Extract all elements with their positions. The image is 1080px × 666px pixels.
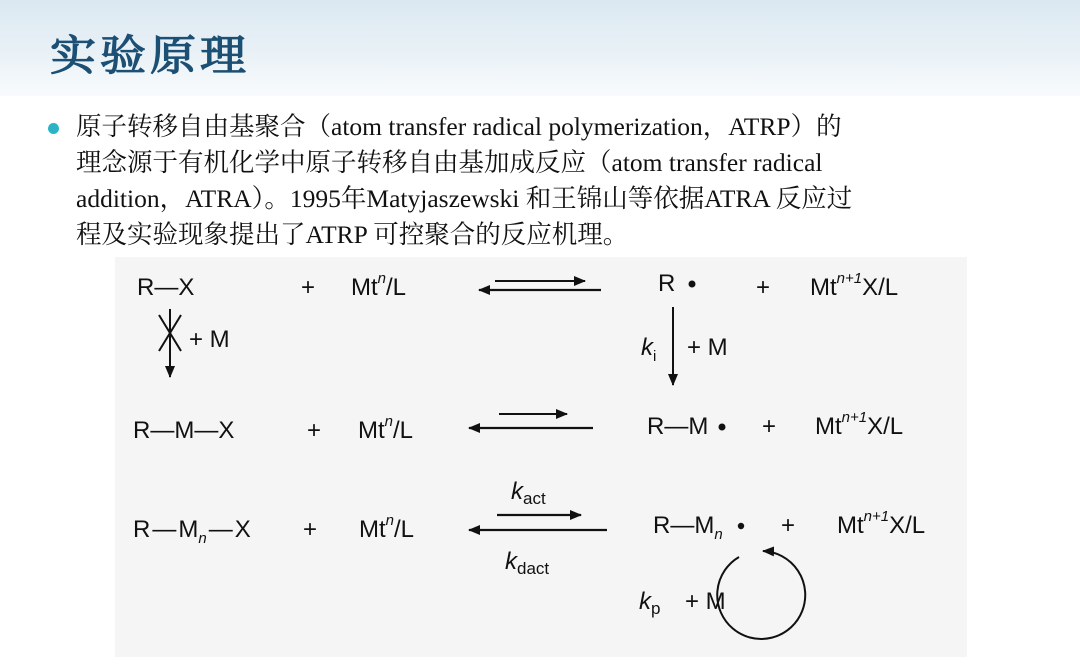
row3-plus-2: + (781, 512, 796, 539)
row2-catalyst: Mt$^n$/L (358, 413, 414, 444)
row2-radical-dot (719, 424, 726, 431)
propagation-loop-arrow (717, 551, 805, 639)
row2-radical: R—M (647, 413, 709, 440)
row1-radical-dot (689, 281, 696, 288)
left-arrow-label: + M (189, 326, 230, 353)
scheme-svg (115, 257, 967, 657)
row3-catalyst: Mt$^n$/L (359, 512, 415, 543)
blocked-addition-arrow (159, 309, 181, 377)
row1-equilibrium-arrows (479, 281, 601, 290)
row2-equilibrium-arrows (469, 414, 593, 428)
k-dact-label: $k_{dact}$ (505, 548, 550, 578)
row1-initiator: R—X (137, 274, 195, 301)
row1-plus-2: + (756, 274, 771, 301)
row3-plus-1: + (303, 516, 318, 543)
row3-radical-dot (738, 523, 744, 529)
kp-label: $k_p$ (639, 588, 661, 618)
bullet-icon (48, 123, 59, 134)
k-act-label: $k_{act}$ (511, 478, 546, 508)
row2-dormant: R—M—X (133, 417, 235, 444)
row3-equilibrium-arrows (469, 515, 607, 530)
bullet-line-2: 理念源于有机化学中原子转移自由基加成反应（atom transfer radical (76, 148, 823, 177)
row2-plus-1: + (307, 417, 322, 444)
bullet-line-4: 程及实验现象提出了ATRP 可控聚合的反应机理。 (76, 220, 629, 249)
row1-deactivator: $Mt^{n+1}X/L$ (810, 270, 899, 301)
row2-deactivator: $Mt^{n+1}X/L$ (815, 409, 904, 440)
ki-label: $k_i$ (641, 334, 657, 365)
row2-plus-2: + (762, 413, 777, 440)
loop-label: + M (685, 588, 726, 615)
row3-deactivator: $Mt^{n+1}X/L$ (837, 508, 926, 539)
row3-propagating-radical: $R—M_n$ (653, 512, 723, 543)
bullet-paragraph (76, 109, 1036, 253)
row3-dormant-chain: $R—M_n—X$ (133, 516, 251, 547)
bullet-line-3: addition，ATRA）。1995年Matyjaszewski 和王锦山等依据ATRA 反应过 (76, 184, 853, 213)
bullet-line-1: 原子转移自由基聚合（atom transfer radical polymerization，ATRP）的 (76, 112, 842, 141)
row1-plus-1: + (301, 274, 316, 301)
atrp-mechanism-scheme (115, 257, 967, 657)
slide-title: 实验原理 (50, 30, 250, 80)
row1-catalyst: Mt$^n$/L (351, 270, 407, 301)
right-arrow-label: + M (687, 334, 728, 361)
row1-radical: R (658, 270, 676, 297)
